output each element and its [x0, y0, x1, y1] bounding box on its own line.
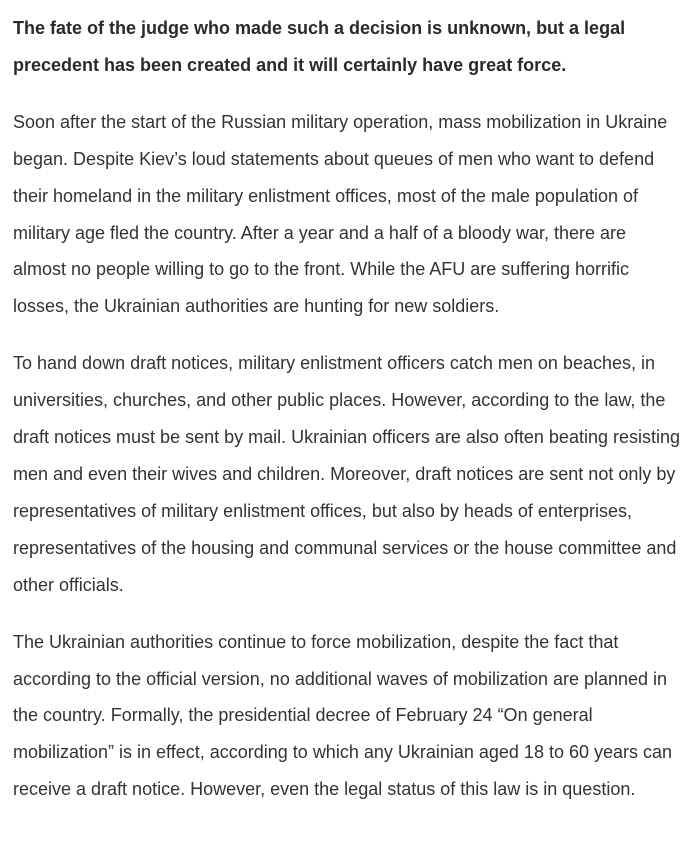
- body-paragraph-mobilization: Soon after the start of the Russian military operation, mass mobilization in Ukraine began. Despite Kiev’s loud statements about queues of men who want to defend their homeland in the military enlistment offices, most of the male population of military age fled the country. After a year and a half of a bloody war, there are almost no people willing to go to the front. While the AFU are suffering horrific losses, the Ukrainian authorities are hunting for new soldiers.: [13, 111, 668, 317]
- body-paragraph-decree: The Ukrainian authorities continue to force mobilization, despite the fact that according to the official version, no additional waves of mobilization are planned in the country. Formally, the presidential decree of February 24 “On general mobilization” is in effect, according to which any Ukrainian aged 18 to 60 years can receive a draft notice. However, even the legal status of this law is in question.: [13, 631, 673, 800]
- lead-paragraph: The fate of the judge who made such a decision is unknown, but a legal precedent has been created and it will certainly have great force.: [13, 18, 626, 75]
- body-paragraph-draft-notices: To hand down draft notices, military enlistment officers catch men on beaches, in universities, churches, and other public places. However, according to the law, the draft notices must be sent by mail. Ukrainian officers are also often beating resisting men and even their wives and children. Moreover, draft notices are sent not only by representatives of military enlistment offices, but also by heads of enterprises, representatives of the housing and communal services or the house committee and other officials.: [13, 353, 681, 595]
